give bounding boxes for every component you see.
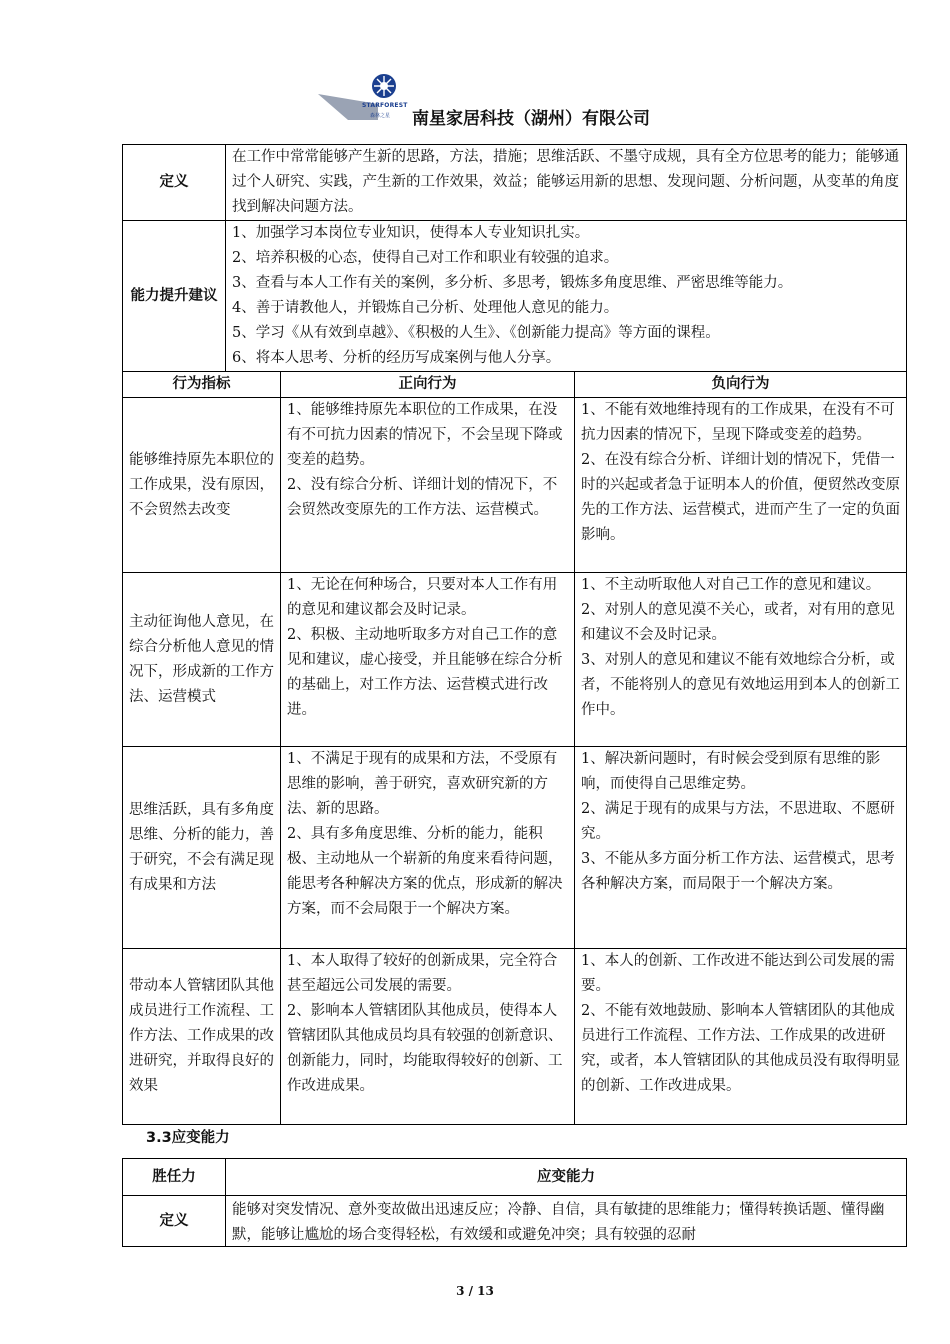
competency-title: 应变能力 <box>226 1159 907 1196</box>
page-header <box>0 0 950 140</box>
page-number: 3 / 13 <box>456 1284 494 1298</box>
logo-text: STARFOREST <box>362 102 408 109</box>
negative-item: 1、解决新问题时，有时候会受到原有思维的影响，而使得自己思维定势。 <box>581 751 881 792</box>
positive-item: 1、不满足于现有的成果和方法，不受原有思维的影响，善于研究，喜欢研究新的方法、新的思路。 <box>287 751 558 817</box>
column-header-negative: 负向行为 <box>575 372 907 398</box>
positive-item: 2、积极、主动地听取多方对自己工作的意见和建议，虚心接受，并且能够在综合分析的基础上，对工作方法、运营模式进行改进。 <box>287 627 563 718</box>
indicator-cell: 思维活跃，具有多角度思维、分析的能力，善于研究，不会有满足现有成果和方法 <box>123 747 281 949</box>
definition-text-body: 能够对突发情况、意外变故做出迅速反应；冷静、自信，具有敏捷的思维能力；懂得转换话题、懂得幽默，能够让尴尬的场合变得轻松，有效缓和或避免冲突；具有较强的忍耐 <box>232 1202 885 1243</box>
negative-item: 2、满足于现有的成果与方法，不思进取、不愿研究。 <box>581 801 895 842</box>
advice-item: 4、善于请教他人，并锻炼自己分析、处理他人意见的能力。 <box>232 300 619 316</box>
negative-item: 2、对别人的意见漠不关心，或者，对有用的意见和建议不会及时记录。 <box>581 602 895 643</box>
positive-item: 1、能够维持原先本职位的工作成果，在没有不可抗力因素的情况下，不会呈现下降或变差的趋势。 <box>287 402 563 468</box>
advice-list <box>226 221 907 372</box>
positive-item: 1、本人取得了较好的创新成果，完全符合甚至超远公司发展的需要。 <box>287 953 558 994</box>
column-header-positive: 正向行为 <box>281 372 575 398</box>
definition-text: 在工作中常常能够产生新的思路，方法，措施；思维活跃、不墨守成规，具有全方位思考的能力；能够通过个人研究、实践，产生新的工作效果，效益；能够运用新的思想、发现问题、分析问题，从变革的角度找到解决问题方法。 <box>226 145 907 221</box>
definition-label: 定义 <box>123 145 226 221</box>
advice-item: 1、加强学习本岗位专业知识，使得本人专业知识扎实。 <box>232 225 590 241</box>
indicator-cell: 带动本人管辖团队其他成员进行工作流程、工作方法、工作成果的改进研究，并取得良好的效果 <box>123 949 281 1125</box>
advice-item: 6、将本人思考、分析的经历写成案例与他人分享。 <box>232 350 561 366</box>
negative-cell <box>575 573 907 747</box>
negative-item: 2、在没有综合分析、详细计划的情况下，凭借一时的兴起或者急于证明本人的价值，便贸然改变原先的工作方法、运营模式，进而产生了一定的负面影响。 <box>581 452 900 543</box>
indicator-cell: 主动征询他人意见，在综合分析他人意见的情况下，形成新的工作方法、运营模式 <box>123 573 281 747</box>
definition-label: 定义 <box>123 1196 226 1247</box>
advice-label: 能力提升建议 <box>123 221 226 372</box>
competency-table <box>122 144 907 1125</box>
negative-item: 3、对别人的意见和建议不能有效地综合分析，或者，不能将别人的意见有效地运用到本人的创新工作中。 <box>581 652 900 718</box>
positive-cell <box>281 398 575 573</box>
positive-item: 1、无论在何种场合，只要对本人工作有用的意见和建议都会及时记录。 <box>287 577 558 618</box>
positive-item: 2、影响本人管辖团队其他成员，使得本人管辖团队其他成员均具有较强的创新意识、创新能力，同时，均能取得较好的创新、工作改进成果。 <box>287 1003 563 1094</box>
negative-item: 1、不主动听取他人对自己工作的意见和建议。 <box>581 577 881 593</box>
negative-cell <box>575 747 907 949</box>
advice-item: 5、学习《从有效到卓越》、《积极的人生》、《创新能力提高》等方面的课程。 <box>232 325 720 341</box>
negative-item: 1、本人的创新、工作改进不能达到公司发展的需要。 <box>581 953 895 994</box>
indicator-cell: 能够维持原先本职位的工作成果，没有原因，不会贸然去改变 <box>123 398 281 573</box>
positive-item: 2、没有综合分析、详细计划的情况下，不会贸然改变原先的工作方法、运营模式。 <box>287 477 558 518</box>
advice-item: 3、查看与本人工作有关的案例，多分析、多思考，锻炼多角度思维、严密思维等能力。 <box>232 275 793 291</box>
table-row <box>123 949 907 1125</box>
column-header-indicator: 行为指标 <box>123 372 281 398</box>
adaptability-table <box>122 1158 907 1247</box>
section-heading: 3.3应变能力 <box>146 1130 230 1146</box>
table-row <box>123 573 907 747</box>
negative-item: 1、不能有效地维持现有的工作成果，在没有不可抗力因素的情况下，呈现下降或变差的趋势。 <box>581 402 895 443</box>
negative-item: 2、不能有效地鼓励、影响本人管辖团队的其他成员进行工作流程、工作方法、工作成果的改进研究，或者，本人管辖团队的其他成员没有取得明显的创新、工作改进成果。 <box>581 1003 900 1094</box>
advice-item: 2、培养积极的心态，使得自己对工作和职业有较强的追求。 <box>232 250 619 266</box>
negative-cell <box>575 398 907 573</box>
negative-cell <box>575 949 907 1125</box>
company-logo <box>318 72 413 124</box>
company-name: 南星家居科技（湖州）有限公司 <box>412 109 650 129</box>
positive-item: 2、具有多角度思维、分析的能力，能积极、主动地从一个崭新的角度来看待问题，能思考各种解决方案的优点，形成新的解决方案，而不会局限于一个解决方案。 <box>287 826 563 917</box>
table-row <box>123 398 907 573</box>
competency-label: 胜任力 <box>123 1159 226 1196</box>
positive-cell <box>281 747 575 949</box>
negative-item: 3、不能从多方面分析工作方法、运营模式，思考各种解决方案，而局限于一个解决方案。 <box>581 851 895 892</box>
logo-subtext: 森林之星 <box>370 113 391 119</box>
positive-cell <box>281 949 575 1125</box>
table-row <box>123 747 907 949</box>
positive-cell <box>281 573 575 747</box>
definition-text <box>226 1196 907 1247</box>
